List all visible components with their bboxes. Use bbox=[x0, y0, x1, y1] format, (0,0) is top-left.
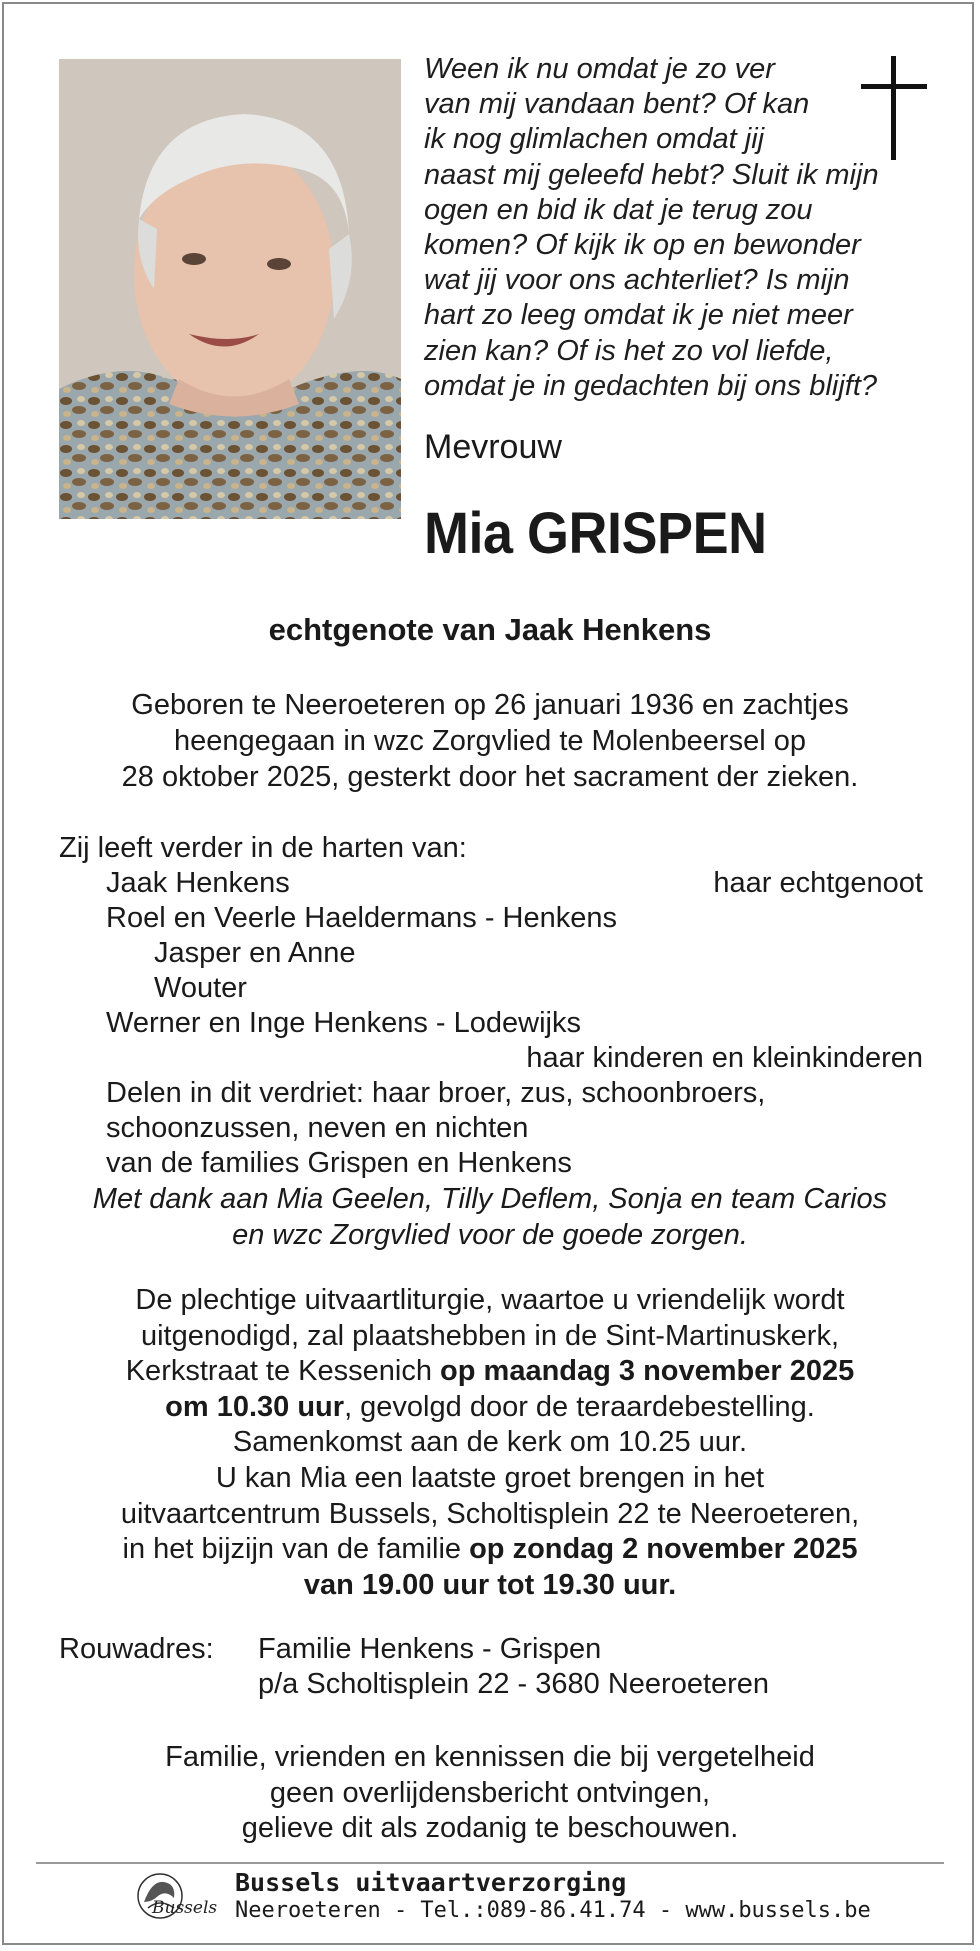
text-line: uitvaartcentrum Bussels, Scholtisplein 22 te Neeroeteren, bbox=[120, 1497, 860, 1530]
service-date: op maandag 3 november 2025 bbox=[440, 1355, 855, 1388]
thanks-text bbox=[40, 1181, 940, 1253]
text-span: in het bijzijn van de familie bbox=[122, 1533, 470, 1566]
poem-line: komen? Of kijk ik op en bewonder bbox=[424, 229, 861, 262]
text-span: Kerkstraat te Kessenich bbox=[125, 1355, 441, 1388]
text-line: geen overlijdensbericht ontvingen, bbox=[269, 1776, 711, 1809]
portrait-photo bbox=[59, 59, 401, 519]
company-contact: Neeroeteren - Tel.:089-86.41.74 - www.bussels.be bbox=[235, 1898, 871, 1923]
family-husband: Jaak Henkens bbox=[106, 867, 290, 899]
service-time: om 10.30 uur bbox=[165, 1390, 345, 1423]
footer-divider bbox=[36, 1862, 944, 1864]
address-line: p/a Scholtisplein 22 - 3680 Neeroeteren bbox=[258, 1668, 770, 1700]
svg-text:Bussels: Bussels bbox=[152, 1898, 218, 1918]
family-grandchildren: Wouter bbox=[154, 972, 247, 1004]
company-name: Bussels uitvaartverzorging bbox=[235, 1868, 627, 1897]
share-line: schoonzussen, neven en nichten bbox=[106, 1112, 529, 1144]
text-line: Samenkomst aan de kerk om 10.25 uur. bbox=[232, 1426, 748, 1459]
text-line bbox=[40, 1354, 940, 1390]
text-line: Met dank aan Mia Geelen, Tilly Deflem, Sonja en team Carios bbox=[92, 1183, 888, 1215]
address-label: Rouwadres: bbox=[59, 1633, 214, 1665]
poem-line: van mij vandaan bent? Of kan bbox=[424, 88, 810, 121]
poem-line: wat jij voor ons achterliet? Is mijn bbox=[424, 264, 850, 297]
poem bbox=[424, 52, 924, 404]
family-child: Roel en Veerle Haeldermans - Henkens bbox=[106, 902, 617, 934]
text-line bbox=[40, 1568, 940, 1604]
poem-line: Ween ik nu omdat je zo ver bbox=[424, 53, 775, 85]
poem-line: zien kan? Of is het zo vol liefde, bbox=[424, 334, 834, 367]
text-line: gelieve dit als zodanig te beschouwen. bbox=[241, 1812, 739, 1845]
cross-icon bbox=[861, 56, 927, 160]
text-line bbox=[40, 1390, 940, 1426]
children-role: haar kinderen en kleinkinderen bbox=[526, 1042, 923, 1074]
poem-line: naast mij geleefd hebt? Sluit ik mijn bbox=[424, 158, 879, 191]
poem-line: hart zo leeg omdat ik je niet meer bbox=[424, 299, 853, 332]
honorific: Mevrouw bbox=[424, 428, 562, 466]
poem-line: omdat je in gedachten bij ons blijft? bbox=[424, 369, 878, 402]
birth-death-text bbox=[40, 687, 940, 795]
share-line: van de families Grispen en Henkens bbox=[106, 1147, 572, 1179]
text-line: Familie, vrienden en kennissen die bij vergetelheid bbox=[165, 1741, 815, 1773]
bussels-logo bbox=[130, 1868, 222, 1928]
family-grandchildren: Jasper en Anne bbox=[154, 937, 356, 969]
family-intro: Zij leeft verder in de harten van: bbox=[59, 832, 467, 864]
text-line: uitgenodigd, zal plaatshebben in de Sint-Martinuskerk, bbox=[140, 1319, 840, 1352]
share-line: Delen in dit verdriet: haar broer, zus, schoonbroers, bbox=[106, 1077, 766, 1109]
spouse-line: echtgenote van Jaak Henkens bbox=[268, 612, 712, 647]
text-line: heengegaan in wzc Zorgvlied te Molenbeersel op bbox=[174, 725, 806, 757]
visitation-time: van 19.00 uur tot 19.30 uur. bbox=[303, 1568, 677, 1601]
poem-line: ogen en bid ik dat je terug zou bbox=[424, 193, 813, 226]
text-line: en wzc Zorgvlied voor de goede zorgen. bbox=[232, 1219, 748, 1251]
visitation-date: op zondag 2 november 2025 bbox=[469, 1533, 858, 1566]
poem-line: ik nog glimlachen omdat jij bbox=[424, 123, 765, 156]
text-line: De plechtige uitvaartliturgie, waartoe u vriendelijk wordt bbox=[135, 1284, 845, 1316]
text-line bbox=[40, 1532, 940, 1568]
text-line: U kan Mia een laatste groet brengen in het bbox=[215, 1461, 765, 1494]
deceased-name: Mia GRISPEN bbox=[424, 501, 767, 566]
text-line: 28 oktober 2025, gesterkt door het sacrament der zieken. bbox=[121, 761, 859, 793]
husband-role: haar echtgenoot bbox=[713, 867, 923, 899]
family-child: Werner en Inge Henkens - Lodewijks bbox=[106, 1007, 581, 1039]
address-line: Familie Henkens - Grispen bbox=[258, 1633, 602, 1665]
service-text bbox=[40, 1283, 940, 1603]
text-span: , gevolgd door de teraardebestelling. bbox=[344, 1390, 815, 1423]
closing-text bbox=[40, 1740, 940, 1847]
text-line: Geboren te Neeroeteren op 26 januari 1936 en zachtjes bbox=[131, 689, 849, 721]
